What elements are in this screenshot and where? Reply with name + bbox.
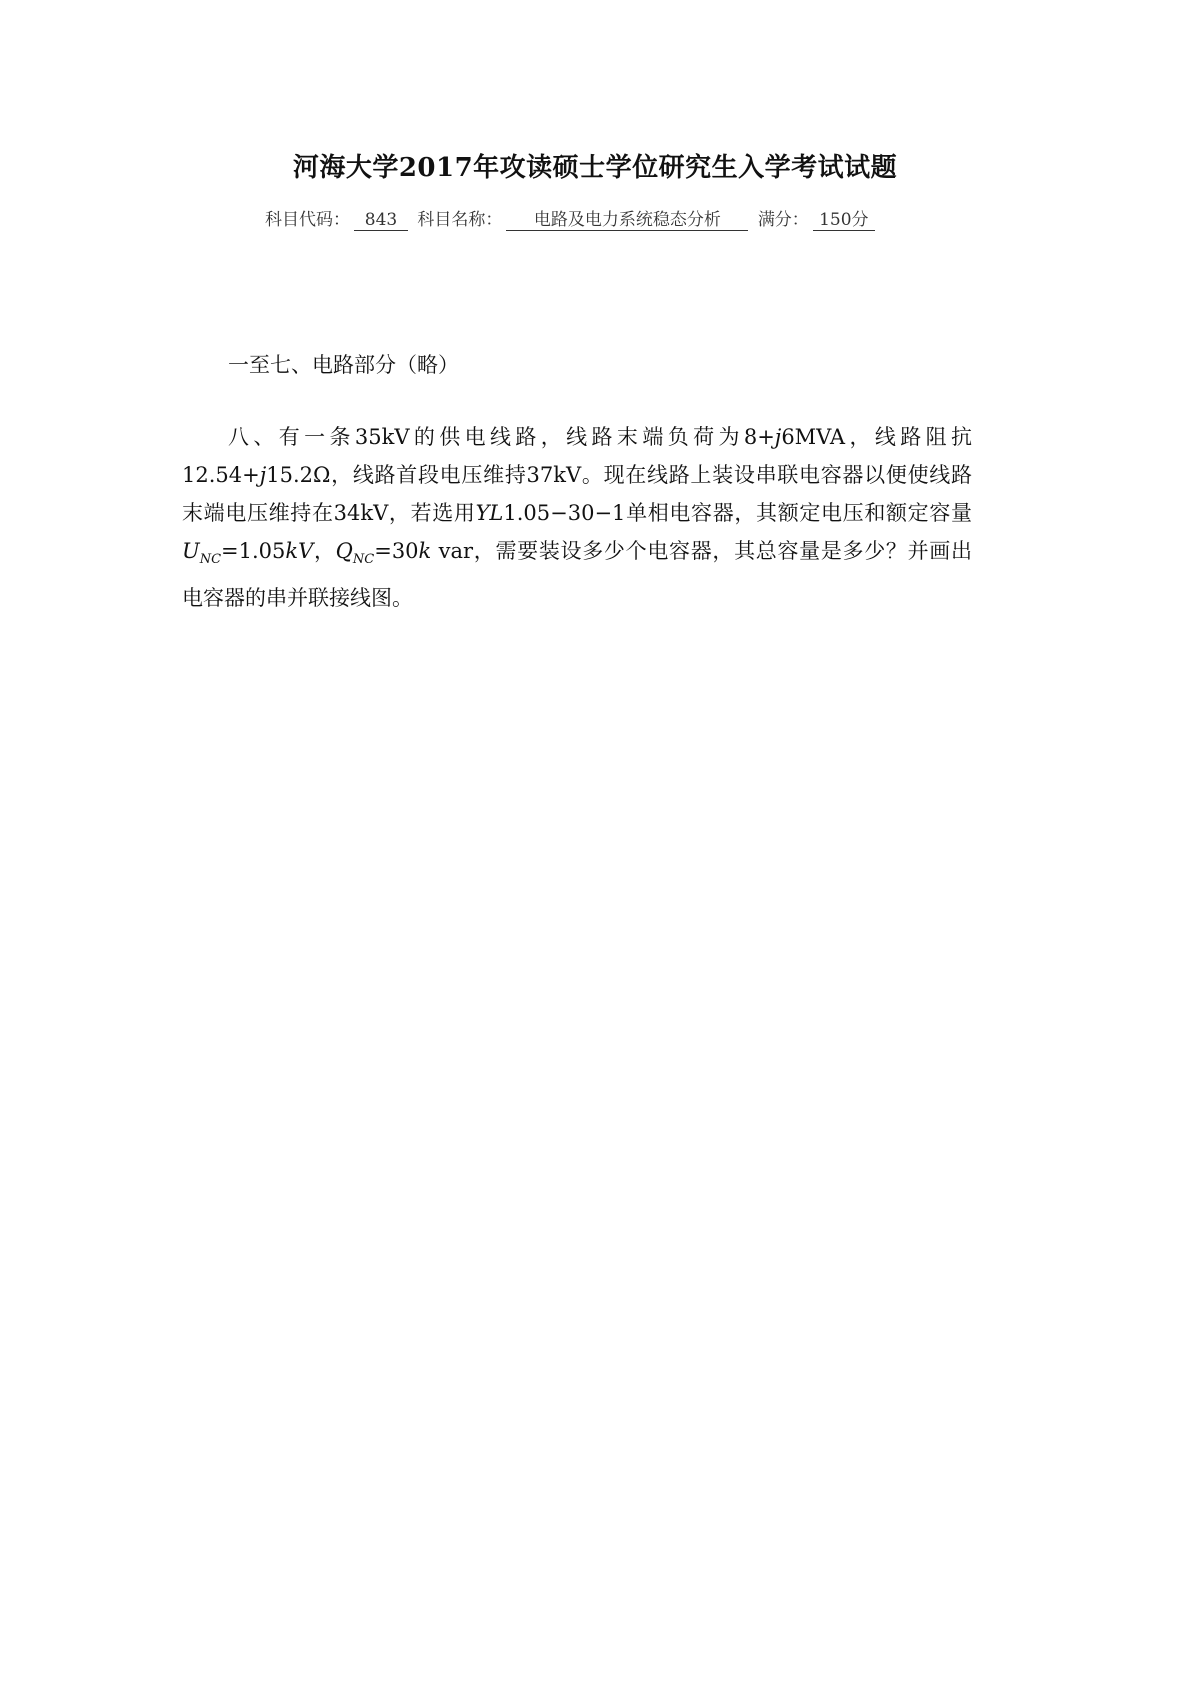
subject-code-value: 843 xyxy=(354,210,408,231)
q8-q-value: =30 xyxy=(374,539,419,563)
subject-code-label: 科目代码： xyxy=(265,210,350,230)
subject-name-label: 科目名称： xyxy=(417,210,503,230)
subject-name-value: 电路及电力系统稳态分析 xyxy=(506,210,748,231)
exam-title: 河海大学2017年攻读硕士学位研究生入学考试试题 xyxy=(292,153,898,183)
q8-text-4: 1.05−30−1单相电容器，其额定电压和额定容量 xyxy=(503,501,972,525)
q8-u-sub: NC xyxy=(199,552,222,567)
q8-j-2: j xyxy=(259,463,267,487)
q8-j-1: j xyxy=(774,425,782,449)
full-score-label: 满分： xyxy=(757,210,809,230)
q8-text-6: ，需要装设多少个电容器，其总容量是多少？并画出电容器的串并联接线图。 xyxy=(182,539,973,610)
q8-u-value: =1.05 xyxy=(221,539,286,563)
q8-model-italic: YL xyxy=(475,501,504,525)
q8-text-2: 6MVA，线路阻抗12.54+ xyxy=(182,425,972,487)
q8-text-3: 15.2Ω，线路首段电压维持37kV。现在线路上装设串联电容器以便使线路末端电压维持在34kV，若选用 xyxy=(182,463,972,525)
q8-q-symbol: Q xyxy=(335,539,353,563)
section-circuit-omitted: 一至七、电路部分（略） xyxy=(228,353,459,377)
exam-meta-line xyxy=(265,205,879,231)
q8-u-symbol: U xyxy=(182,539,200,563)
q8-u-unit: kV xyxy=(285,539,314,563)
q8-q-k: k xyxy=(418,539,432,563)
q8-q-sub: NC xyxy=(352,552,375,567)
q8-text-1: 八、有一条35kV的供电线路，线路末端负荷为8+ xyxy=(228,425,775,449)
q8-q-unit: var xyxy=(438,539,474,563)
question-eight-paragraph xyxy=(182,418,972,617)
full-score-value: 150分 xyxy=(813,210,875,231)
question-eight xyxy=(182,418,972,617)
q8-text-5: ， xyxy=(313,539,336,563)
